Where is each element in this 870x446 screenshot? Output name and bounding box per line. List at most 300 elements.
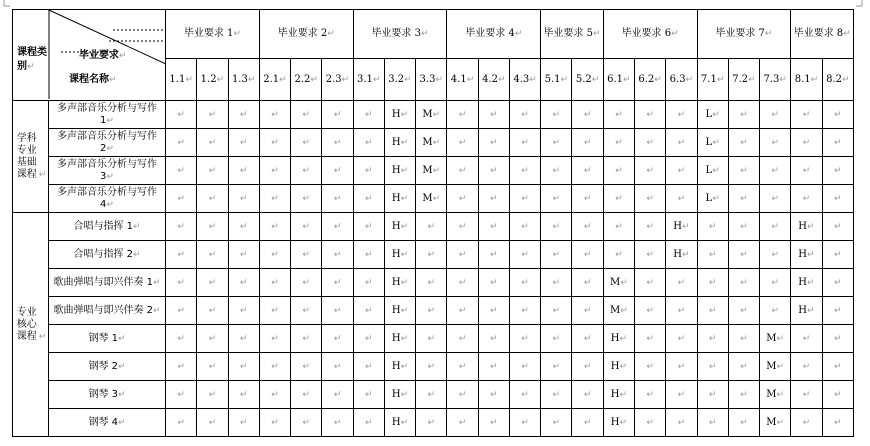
course-name-cell: 钢琴 4↵ <box>49 409 166 437</box>
mark-cell-1-3: ↵ <box>228 213 259 241</box>
mark-cell-7-1: ↵ <box>697 297 728 325</box>
mark-cell-6-1: ↵ <box>603 241 634 269</box>
mark-cell-3-3: ↵ <box>416 241 447 269</box>
mark-cell-2-3: ↵ <box>322 297 353 325</box>
mark-cell-3-1: ↵ <box>353 269 384 297</box>
mark-cell-7-3: M↵ <box>760 381 791 409</box>
mark-cell-7-3: ↵ <box>760 269 791 297</box>
mark-cell-3-3: ↵ <box>416 213 447 241</box>
support-level-value: H <box>673 220 682 232</box>
mark-cell-3-1: ↵ <box>353 381 384 409</box>
support-level-value: M <box>766 360 777 372</box>
mark-cell-8-2: ↵ <box>822 157 853 185</box>
category-cell: 专业核心课程 ↵ <box>13 213 49 437</box>
mark-cell-3-2: H↵ <box>384 409 415 437</box>
mark-cell-2-1: ↵ <box>259 381 290 409</box>
table-row <box>13 381 854 409</box>
mark-cell-8-1: ↵ <box>791 381 822 409</box>
mark-cell-7-1: ↵ <box>697 325 728 353</box>
mark-cell-2-3: ↵ <box>322 269 353 297</box>
mark-cell-4-2: ↵ <box>478 185 509 213</box>
mark-cell-8-1: H↵ <box>791 213 822 241</box>
mark-cell-4-1: ↵ <box>447 185 478 213</box>
mark-cell-2-1: ↵ <box>259 101 290 129</box>
mark-cell-3-1: ↵ <box>353 213 384 241</box>
mark-cell-7-1: ↵ <box>697 381 728 409</box>
mark-cell-4-3: ↵ <box>509 269 540 297</box>
mark-cell-1-3: ↵ <box>228 157 259 185</box>
mark-cell-6-2: ↵ <box>634 129 665 157</box>
table-row <box>13 129 854 157</box>
mark-cell-3-2: H↵ <box>384 213 415 241</box>
mark-cell-7-1: L↵ <box>697 185 728 213</box>
mark-cell-6-3: ↵ <box>666 129 697 157</box>
mark-cell-7-1: L↵ <box>697 129 728 157</box>
support-level-value: H <box>673 248 682 260</box>
sub-requirement-1-1: 1.1↵ <box>166 59 197 101</box>
mark-cell-6-3: ↵ <box>666 381 697 409</box>
mark-cell-2-2: ↵ <box>291 409 322 437</box>
header-requirement-label: 毕业要求↵ <box>79 50 127 61</box>
mark-cell-1-2: ↵ <box>197 101 228 129</box>
mark-cell-7-3: ↵ <box>760 297 791 325</box>
mark-cell-5-2: ↵ <box>572 101 603 129</box>
support-level-value: H <box>391 164 401 176</box>
mark-cell-3-1: ↵ <box>353 353 384 381</box>
mark-cell-7-2: ↵ <box>728 381 759 409</box>
mark-cell-4-1: ↵ <box>447 353 478 381</box>
mark-cell-3-1: ↵ <box>353 297 384 325</box>
mark-cell-4-2: ↵ <box>478 129 509 157</box>
mark-cell-7-3: M↵ <box>760 325 791 353</box>
mark-cell-2-1: ↵ <box>259 241 290 269</box>
page-corner-marks <box>0 0 870 8</box>
mark-cell-1-1: ↵ <box>166 269 197 297</box>
table-row <box>13 101 854 129</box>
mark-cell-4-3: ↵ <box>509 409 540 437</box>
course-name-cell: 歌曲弹唱与即兴伴奏 2↵ <box>49 297 166 325</box>
mark-cell-1-3: ↵ <box>228 353 259 381</box>
requirement-group-8: 毕业要求 8↵ <box>791 10 854 59</box>
mark-cell-3-2: H↵ <box>384 157 415 185</box>
mark-cell-7-1: ↵ <box>697 409 728 437</box>
mark-cell-4-1: ↵ <box>447 157 478 185</box>
mark-cell-1-3: ↵ <box>228 241 259 269</box>
mark-cell-2-1: ↵ <box>259 353 290 381</box>
support-level-value: L <box>705 136 713 148</box>
sub-requirement-7-1: 7.1↵ <box>697 59 728 101</box>
mark-cell-6-1: ↵ <box>603 101 634 129</box>
mark-cell-8-2: ↵ <box>822 213 853 241</box>
support-level-value: L <box>705 164 713 176</box>
support-level-value: M <box>422 136 433 148</box>
mark-cell-5-1: ↵ <box>541 409 572 437</box>
mark-cell-1-2: ↵ <box>197 353 228 381</box>
mark-cell-6-3: H↵ <box>666 213 697 241</box>
mark-cell-5-2: ↵ <box>572 157 603 185</box>
mark-cell-4-2: ↵ <box>478 213 509 241</box>
mark-cell-6-3: ↵ <box>666 101 697 129</box>
mark-cell-8-1: ↵ <box>791 325 822 353</box>
mark-cell-7-3: ↵ <box>760 129 791 157</box>
support-level-value: H <box>391 416 401 428</box>
requirement-group-2: 毕业要求 2↵ <box>259 10 353 59</box>
mark-cell-4-1: ↵ <box>447 101 478 129</box>
mark-cell-8-2: ↵ <box>822 409 853 437</box>
support-level-value: H <box>798 220 808 232</box>
mark-cell-3-2: H↵ <box>384 325 415 353</box>
sub-requirement-3-3: 3.3↵ <box>416 59 447 101</box>
mark-cell-8-2: ↵ <box>822 325 853 353</box>
mark-cell-3-3: M↵ <box>416 185 447 213</box>
mark-cell-8-1: ↵ <box>791 185 822 213</box>
mark-cell-7-2: ↵ <box>728 185 759 213</box>
mark-cell-3-2: H↵ <box>384 101 415 129</box>
mark-cell-3-1: ↵ <box>353 157 384 185</box>
mark-cell-6-1: H↵ <box>603 353 634 381</box>
mark-cell-4-3: ↵ <box>509 325 540 353</box>
mark-cell-7-1: ↵ <box>697 269 728 297</box>
mark-cell-1-2: ↵ <box>197 241 228 269</box>
mark-cell-6-3: ↵ <box>666 269 697 297</box>
sub-requirement-1-2: 1.2↵ <box>197 59 228 101</box>
mark-cell-4-2: ↵ <box>478 157 509 185</box>
mark-cell-6-3: ↵ <box>666 409 697 437</box>
mark-cell-8-2: ↵ <box>822 129 853 157</box>
mark-cell-2-2: ↵ <box>291 129 322 157</box>
mark-cell-4-3: ↵ <box>509 241 540 269</box>
table-row <box>13 409 854 437</box>
sub-requirement-5-2: 5.2↵ <box>572 59 603 101</box>
support-level-value: H <box>391 136 401 148</box>
mark-cell-7-2: ↵ <box>728 129 759 157</box>
mark-cell-6-2: ↵ <box>634 381 665 409</box>
mark-cell-5-1: ↵ <box>541 325 572 353</box>
support-level-value: H <box>391 192 401 204</box>
mark-cell-6-1: H↵ <box>603 409 634 437</box>
support-level-value: H <box>391 276 401 288</box>
support-level-value: H <box>610 388 620 400</box>
sub-requirement-4-1: 4.1↵ <box>447 59 478 101</box>
mark-cell-5-2: ↵ <box>572 129 603 157</box>
mark-cell-3-2: H↵ <box>384 185 415 213</box>
mark-cell-2-2: ↵ <box>291 213 322 241</box>
requirement-group-3: 毕业要求 3↵ <box>353 10 447 59</box>
mark-cell-7-2: ↵ <box>728 157 759 185</box>
mark-cell-8-1: ↵ <box>791 409 822 437</box>
mark-cell-2-1: ↵ <box>259 213 290 241</box>
mark-cell-6-1: ↵ <box>603 185 634 213</box>
mark-cell-6-1: ↵ <box>603 129 634 157</box>
mark-cell-3-3: ↵ <box>416 409 447 437</box>
mark-cell-8-2: ↵ <box>822 241 853 269</box>
mark-cell-1-2: ↵ <box>197 409 228 437</box>
mark-cell-8-2: ↵ <box>822 381 853 409</box>
mark-cell-3-1: ↵ <box>353 325 384 353</box>
mark-cell-8-2: ↵ <box>822 269 853 297</box>
mark-cell-1-2: ↵ <box>197 297 228 325</box>
mark-cell-5-1: ↵ <box>541 269 572 297</box>
mark-cell-3-3: M↵ <box>416 101 447 129</box>
mark-cell-1-1: ↵ <box>166 101 197 129</box>
requirements-matrix-table <box>12 9 854 437</box>
mark-cell-7-3: ↵ <box>760 185 791 213</box>
mark-cell-1-3: ↵ <box>228 381 259 409</box>
mark-cell-4-2: ↵ <box>478 381 509 409</box>
support-level-value: H <box>391 108 401 120</box>
mark-cell-7-2: ↵ <box>728 101 759 129</box>
mark-cell-2-3: ↵ <box>322 213 353 241</box>
support-level-value: L <box>705 108 713 120</box>
mark-cell-2-1: ↵ <box>259 269 290 297</box>
mark-cell-2-3: ↵ <box>322 101 353 129</box>
mark-cell-6-2: ↵ <box>634 353 665 381</box>
mark-cell-2-1: ↵ <box>259 325 290 353</box>
sub-requirement-8-1: 8.1↵ <box>791 59 822 101</box>
support-level-value: M <box>422 164 433 176</box>
support-level-value: H <box>391 388 401 400</box>
mark-cell-7-1: ↵ <box>697 213 728 241</box>
mark-cell-3-3: ↵ <box>416 269 447 297</box>
mark-cell-5-2: ↵ <box>572 409 603 437</box>
mark-cell-4-3: ↵ <box>509 297 540 325</box>
mark-cell-4-2: ↵ <box>478 101 509 129</box>
mark-cell-6-1: M↵ <box>603 297 634 325</box>
mark-cell-7-3: ↵ <box>760 101 791 129</box>
mark-cell-2-3: ↵ <box>322 381 353 409</box>
requirement-group-6: 毕业要求 6↵ <box>603 10 697 59</box>
mark-cell-3-1: ↵ <box>353 185 384 213</box>
support-level-value: H <box>391 332 401 344</box>
mark-cell-6-2: ↵ <box>634 185 665 213</box>
course-name-cell: 多声部音乐分析与写作 4↵ <box>49 185 166 213</box>
mark-cell-5-1: ↵ <box>541 297 572 325</box>
mark-cell-7-2: ↵ <box>728 213 759 241</box>
support-level-value: H <box>798 248 808 260</box>
mark-cell-3-3: ↵ <box>416 353 447 381</box>
mark-cell-5-2: ↵ <box>572 353 603 381</box>
course-name-cell: 钢琴 2↵ <box>49 353 166 381</box>
mark-cell-6-2: ↵ <box>634 213 665 241</box>
support-level-value: H <box>610 332 620 344</box>
sub-requirement-1-3: 1.3↵ <box>228 59 259 101</box>
table-row <box>13 297 854 325</box>
mark-cell-5-2: ↵ <box>572 269 603 297</box>
support-level-value: M <box>422 192 433 204</box>
mark-cell-7-3: M↵ <box>760 353 791 381</box>
mark-cell-3-1: ↵ <box>353 409 384 437</box>
mark-cell-7-2: ↵ <box>728 353 759 381</box>
mark-cell-7-3: ↵ <box>760 157 791 185</box>
mark-cell-2-2: ↵ <box>291 157 322 185</box>
mark-cell-6-2: ↵ <box>634 241 665 269</box>
mark-cell-2-2: ↵ <box>291 381 322 409</box>
support-level-value: H <box>391 220 401 232</box>
mark-cell-2-2: ↵ <box>291 325 322 353</box>
mark-cell-5-2: ↵ <box>572 325 603 353</box>
mark-cell-4-1: ↵ <box>447 381 478 409</box>
mark-cell-3-2: H↵ <box>384 353 415 381</box>
support-level-value: H <box>391 304 401 316</box>
mark-cell-4-2: ↵ <box>478 409 509 437</box>
support-level-value: M <box>609 304 621 316</box>
mark-cell-2-2: ↵ <box>291 353 322 381</box>
mark-cell-4-1: ↵ <box>447 269 478 297</box>
mark-cell-8-1: H↵ <box>791 297 822 325</box>
mark-cell-6-1: H↵ <box>603 325 634 353</box>
mark-cell-2-3: ↵ <box>322 241 353 269</box>
mark-cell-1-3: ↵ <box>228 409 259 437</box>
mark-cell-1-2: ↵ <box>197 325 228 353</box>
mark-cell-4-3: ↵ <box>509 101 540 129</box>
mark-cell-2-2: ↵ <box>291 269 322 297</box>
mark-cell-4-1: ↵ <box>447 297 478 325</box>
mark-cell-3-3: ↵ <box>416 381 447 409</box>
mark-cell-1-1: ↵ <box>166 409 197 437</box>
mark-cell-2-2: ↵ <box>291 297 322 325</box>
mark-cell-1-3: ↵ <box>228 101 259 129</box>
mark-cell-6-2: ↵ <box>634 157 665 185</box>
mark-cell-4-3: ↵ <box>509 353 540 381</box>
support-level-value: M <box>766 416 777 428</box>
mark-cell-2-3: ↵ <box>322 353 353 381</box>
mark-cell-5-1: ↵ <box>541 353 572 381</box>
mark-cell-2-1: ↵ <box>259 129 290 157</box>
mark-cell-3-2: H↵ <box>384 241 415 269</box>
mark-cell-1-3: ↵ <box>228 325 259 353</box>
sub-requirement-4-2: 4.2↵ <box>478 59 509 101</box>
mark-cell-4-1: ↵ <box>447 409 478 437</box>
mark-cell-8-1: ↵ <box>791 353 822 381</box>
mark-cell-1-1: ↵ <box>166 297 197 325</box>
mark-cell-1-2: ↵ <box>197 213 228 241</box>
course-name-cell: 多声部音乐分析与写作 3↵ <box>49 157 166 185</box>
course-name-cell: 多声部音乐分析与写作 1↵ <box>49 101 166 129</box>
mark-cell-1-1: ↵ <box>166 185 197 213</box>
requirement-group-4: 毕业要求 4↵ <box>447 10 541 59</box>
mark-cell-4-2: ↵ <box>478 353 509 381</box>
mark-cell-3-2: H↵ <box>384 381 415 409</box>
mark-cell-1-3: ↵ <box>228 269 259 297</box>
mark-cell-4-2: ↵ <box>478 269 509 297</box>
sub-requirement-6-3: 6.3↵ <box>666 59 697 101</box>
mark-cell-1-1: ↵ <box>166 381 197 409</box>
table-row <box>13 353 854 381</box>
mark-cell-6-1: ↵ <box>603 157 634 185</box>
mark-cell-5-2: ↵ <box>572 213 603 241</box>
course-name-cell: 合唱与指挥 1↵ <box>49 213 166 241</box>
mark-cell-7-3: ↵ <box>760 213 791 241</box>
mark-cell-5-2: ↵ <box>572 297 603 325</box>
mark-cell-6-1: ↵ <box>603 213 634 241</box>
mark-cell-8-1: ↵ <box>791 129 822 157</box>
mark-cell-1-1: ↵ <box>166 353 197 381</box>
mark-cell-6-3: ↵ <box>666 353 697 381</box>
mark-cell-2-2: ↵ <box>291 101 322 129</box>
mark-cell-6-1: M↵ <box>603 269 634 297</box>
mark-cell-7-3: M↵ <box>760 409 791 437</box>
support-level-value: H <box>391 360 401 372</box>
support-level-value: H <box>798 276 808 288</box>
table-row <box>13 157 854 185</box>
mark-cell-7-3: ↵ <box>760 241 791 269</box>
mark-cell-7-2: ↵ <box>728 325 759 353</box>
sub-requirement-7-2: 7.2↵ <box>728 59 759 101</box>
mark-cell-4-2: ↵ <box>478 325 509 353</box>
mark-cell-5-1: ↵ <box>541 241 572 269</box>
mark-cell-2-3: ↵ <box>322 325 353 353</box>
table-row <box>13 269 854 297</box>
mark-cell-5-1: ↵ <box>541 213 572 241</box>
mark-cell-2-1: ↵ <box>259 297 290 325</box>
mark-cell-6-3: ↵ <box>666 325 697 353</box>
sub-requirement-6-2: 6.2↵ <box>634 59 665 101</box>
support-level-value: L <box>705 192 713 204</box>
mark-cell-4-3: ↵ <box>509 213 540 241</box>
requirement-group-row <box>13 10 854 59</box>
requirement-group-5: 毕业要求 5↵ <box>541 10 604 59</box>
mark-cell-1-2: ↵ <box>197 269 228 297</box>
mark-cell-3-3: ↵ <box>416 325 447 353</box>
mark-cell-1-1: ↵ <box>166 241 197 269</box>
sub-requirement-5-1: 5.1↵ <box>541 59 572 101</box>
mark-cell-1-1: ↵ <box>166 129 197 157</box>
mark-cell-8-2: ↵ <box>822 101 853 129</box>
requirement-group-1: 毕业要求 1↵ <box>166 10 260 59</box>
mark-cell-8-1: ↵ <box>791 101 822 129</box>
mark-cell-4-1: ↵ <box>447 213 478 241</box>
sub-requirement-3-1: 3.1↵ <box>353 59 384 101</box>
mark-cell-7-1: L↵ <box>697 101 728 129</box>
table-row <box>13 213 854 241</box>
mark-cell-2-3: ↵ <box>322 185 353 213</box>
mark-cell-4-1: ↵ <box>447 241 478 269</box>
mark-cell-2-3: ↵ <box>322 409 353 437</box>
mark-cell-4-2: ↵ <box>478 241 509 269</box>
table-row <box>13 325 854 353</box>
mark-cell-3-2: H↵ <box>384 269 415 297</box>
mark-cell-1-3: ↵ <box>228 185 259 213</box>
mark-cell-3-3: M↵ <box>416 129 447 157</box>
mark-cell-1-2: ↵ <box>197 129 228 157</box>
course-name-cell: 歌曲弹唱与即兴伴奏 1↵ <box>49 269 166 297</box>
support-level-value: H <box>798 304 808 316</box>
mark-cell-8-2: ↵ <box>822 297 853 325</box>
mark-cell-4-1: ↵ <box>447 325 478 353</box>
mark-cell-1-1: ↵ <box>166 157 197 185</box>
header-category-label: 课程类别↵ <box>17 47 47 72</box>
mark-cell-2-3: ↵ <box>322 157 353 185</box>
mark-cell-8-2: ↵ <box>822 353 853 381</box>
mark-cell-7-2: ↵ <box>728 241 759 269</box>
mark-cell-6-3: ↵ <box>666 297 697 325</box>
mark-cell-5-1: ↵ <box>541 381 572 409</box>
mark-cell-3-2: H↵ <box>384 297 415 325</box>
sub-requirement-4-3: 4.3↵ <box>509 59 540 101</box>
mark-cell-6-2: ↵ <box>634 297 665 325</box>
support-level-value: M <box>422 108 433 120</box>
mark-cell-7-1: ↵ <box>697 353 728 381</box>
mark-cell-7-2: ↵ <box>728 269 759 297</box>
table-row <box>13 241 854 269</box>
mark-cell-3-3: M↵ <box>416 157 447 185</box>
mark-cell-8-1: H↵ <box>791 269 822 297</box>
course-name-cell: 钢琴 3↵ <box>49 381 166 409</box>
mark-cell-1-3: ↵ <box>228 297 259 325</box>
category-cell: 学科专业基础课程 ↵ <box>13 101 49 213</box>
mark-cell-5-2: ↵ <box>572 241 603 269</box>
mark-cell-3-1: ↵ <box>353 241 384 269</box>
